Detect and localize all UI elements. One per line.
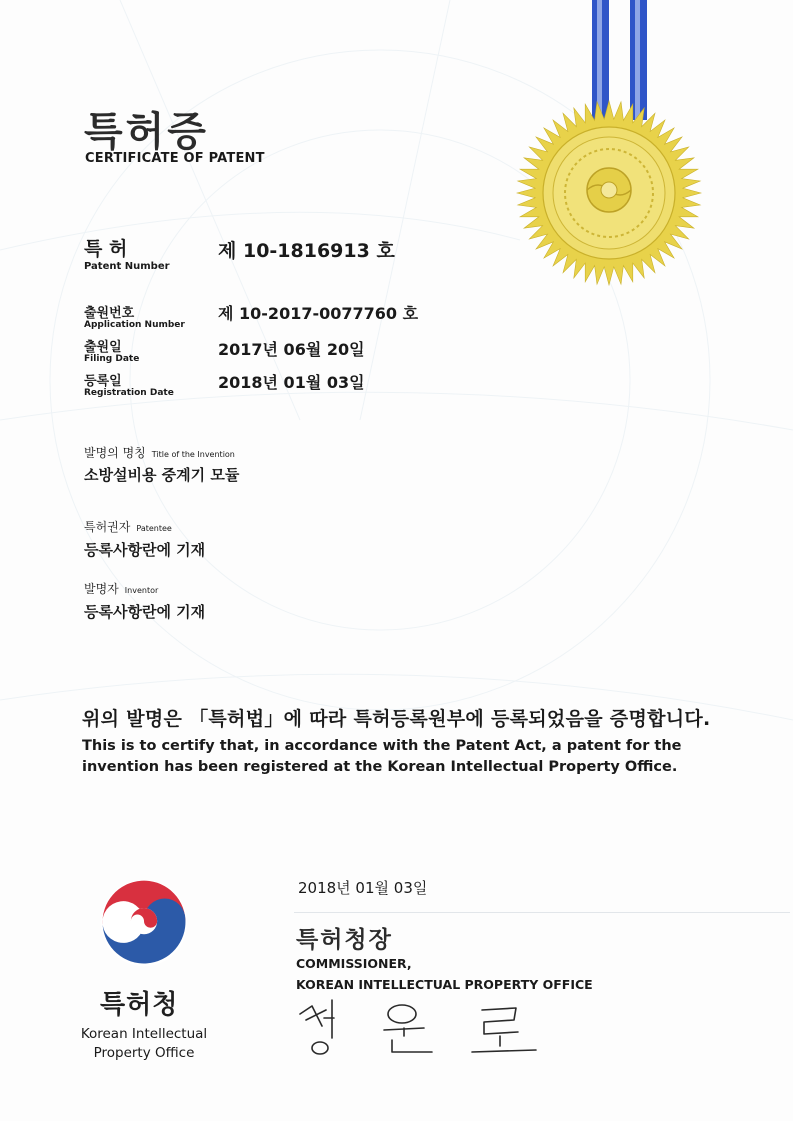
- invention-title-label-en: Title of the Invention: [151, 450, 235, 459]
- patent-number-value: 제 10-1816913 호: [218, 240, 395, 262]
- patent-number-label-ko: 특 허: [84, 238, 128, 260]
- invention-title-value: 소방설비용 중계기 모듈: [84, 466, 240, 484]
- filing-date-value: 2017년 06월 20일: [218, 340, 365, 359]
- registration-date-value: 2018년 01월 03일: [218, 373, 365, 392]
- certificate-title-ko: 특허증: [84, 109, 209, 155]
- registration-date-label-ko: 등록일: [84, 374, 122, 389]
- application-number-value: 제 10-2017-0077760 호: [218, 304, 419, 323]
- handwritten-signature: [292, 992, 552, 1062]
- kipo-name-ko: 특허청: [100, 990, 179, 1020]
- application-number-label-ko: 출원번호: [84, 306, 135, 321]
- patentee-value: 등록사항란에 기재: [84, 541, 206, 559]
- patent-number-label-en: Patent Number: [84, 261, 170, 272]
- commissioner-title-en: [296, 953, 616, 995]
- inventor-label-en: Inventor: [124, 586, 159, 595]
- gold-seal-icon: [516, 100, 702, 286]
- patentee-label-ko: 특허권자: [84, 520, 131, 534]
- inventor-label: [84, 580, 158, 597]
- application-number-label-en: Application Number: [84, 320, 185, 330]
- commissioner-title-en-line2: KOREAN INTELLECTUAL PROPERTY OFFICE: [296, 977, 593, 992]
- certification-statement-en: This is to certify that, in accordance with the Patent Act, a patent for the invention has been registered at the Korean Intellectual Property Office.: [82, 738, 682, 775]
- issue-date: 2018년 01월 03일: [298, 879, 428, 897]
- patentee-label-en: Patentee: [136, 524, 172, 533]
- kipo-taegeuk-logo-icon: [97, 876, 191, 970]
- commissioner-title-en-line1: COMMISSIONER,: [296, 956, 412, 971]
- registration-date-label-en: Registration Date: [84, 388, 174, 398]
- certification-statement-ko: 위의 발명은 「특허법」에 따라 특허등록원부에 등록되었음을 증명합니다.: [82, 708, 711, 730]
- invention-title-label: [84, 444, 235, 461]
- certificate-title-en: CERTIFICATE OF PATENT: [85, 151, 265, 166]
- patentee-label: [84, 518, 172, 535]
- kipo-name-en: Korean Intellectual Property Office: [80, 1026, 208, 1061]
- inventor-value: 등록사항란에 기재: [84, 603, 206, 621]
- invention-title-label-ko: 발명의 명칭: [84, 446, 146, 460]
- commissioner-title-ko: 특허청장: [296, 927, 393, 953]
- divider-line: [294, 912, 790, 913]
- filing-date-label-en: Filing Date: [84, 354, 140, 364]
- filing-date-label-ko: 출원일: [84, 340, 122, 355]
- inventor-label-ko: 발명자: [84, 582, 119, 596]
